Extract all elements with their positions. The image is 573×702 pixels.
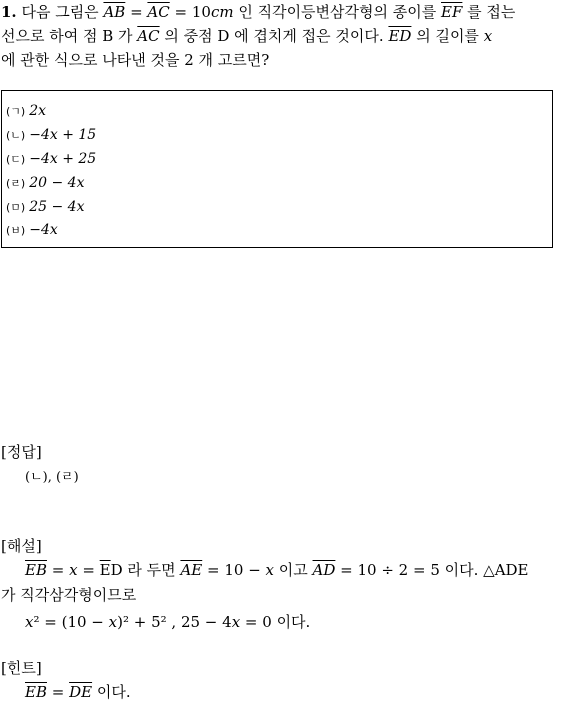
choice-item <box>6 151 96 167</box>
explanation-line-1 <box>25 559 529 580</box>
text-run: = 10 <box>169 3 211 21</box>
choice-expr: −4x + 15 <box>29 127 97 143</box>
choice-mark: (ㄴ) <box>6 129 26 142</box>
choice-expr: 2x <box>29 103 47 119</box>
overline-segment: $\overline{AC}$ <box>137 27 160 45</box>
question-line-3 <box>1 48 269 72</box>
text-run: 의 중점 D 에 겹치게 접은 것이다. <box>159 27 389 45</box>
choices-box <box>1 90 553 248</box>
question-line-1-text <box>21 3 515 21</box>
overline-segment: $\overline{AE}$ <box>180 561 203 579</box>
text-run: = <box>125 3 148 21</box>
text-run: = <box>46 561 70 579</box>
math-text: x <box>231 613 241 631</box>
choice-mark: (ㄷ) <box>6 153 26 166</box>
choice-expr: 20 − 4x <box>29 175 85 191</box>
overline-segment: $\overline{EF}$ <box>441 3 463 21</box>
question-number: 1. <box>1 3 17 21</box>
choice-expr: 25 − 4x <box>29 199 85 215</box>
hint-label: [힌트] <box>1 659 42 677</box>
math-text: x <box>108 613 118 631</box>
math-text: x <box>483 27 493 45</box>
choice-item <box>6 222 58 238</box>
overline-segment: $\overline{EB}$ <box>25 561 47 579</box>
overline-segment: $\overline{AC}$ <box>147 3 170 21</box>
text-run: 이다. <box>92 683 131 701</box>
math-text: x <box>265 561 274 579</box>
text-run: 를 접는 <box>462 3 516 21</box>
choice-mark: (ㄹ) <box>6 177 26 190</box>
question-line-2 <box>1 24 492 48</box>
text-run: 에 관한 식으로 나타낸 것을 2 개 고르면? <box>1 51 270 69</box>
text-run: ² = (10 − <box>33 613 109 631</box>
overline-segment: $\overline{E}$ <box>99 561 111 579</box>
choice-item <box>6 103 46 119</box>
text-run: = 10 ÷ 2 = 5 이다. △ADE <box>335 561 529 579</box>
explanation-line-2 <box>1 584 136 605</box>
overline-segment: $\overline{EB}$ <box>25 683 47 701</box>
text-run: = 0 이다. <box>240 613 311 631</box>
math-text: cm <box>210 3 234 21</box>
text-run: 다음 그림은 <box>21 3 104 21</box>
text-run: 선으로 하여 점 B 가 <box>1 27 138 45</box>
text-run: 이고 <box>274 561 313 579</box>
question-line-1 <box>1 0 515 24</box>
overline-segment: $\overline{DE}$ <box>69 683 93 701</box>
choice-item <box>6 175 84 191</box>
overline-segment: $\overline{AB}$ <box>103 3 126 21</box>
choice-expr: −4x <box>29 222 58 238</box>
text-run: D 라 두면 <box>110 561 181 579</box>
answer-label: [정답] <box>1 443 42 461</box>
answer-value: (ㄴ), (ㄹ) <box>25 470 79 485</box>
text-run: = <box>46 683 70 701</box>
text-run: 가 직각삼각형이므로 <box>1 586 137 604</box>
choice-expr: −4x + 25 <box>29 151 97 167</box>
hint-line-1 <box>25 681 131 702</box>
text-run: )² + 5² , 25 − 4 <box>117 613 232 631</box>
choice-mark: (ㅁ) <box>6 201 26 214</box>
text-run: 인 직각이등변삼각형의 종이를 <box>233 3 442 21</box>
text-run: 의 길이를 <box>411 27 484 45</box>
math-text: x <box>69 561 78 579</box>
choice-item <box>6 199 84 215</box>
overline-segment: $\overline{AD}$ <box>312 561 336 579</box>
explanation-line-3 <box>25 611 310 632</box>
text-run: = <box>77 561 100 579</box>
choice-mark: (ㅂ) <box>6 224 26 237</box>
overline-segment: $\overline{ED}$ <box>388 27 412 45</box>
explanation-label: [해설] <box>1 537 42 555</box>
choice-mark: (ㄱ) <box>6 105 26 118</box>
text-run: = 10 − <box>202 561 266 579</box>
choice-item <box>6 127 96 143</box>
math-text: x <box>25 613 34 631</box>
